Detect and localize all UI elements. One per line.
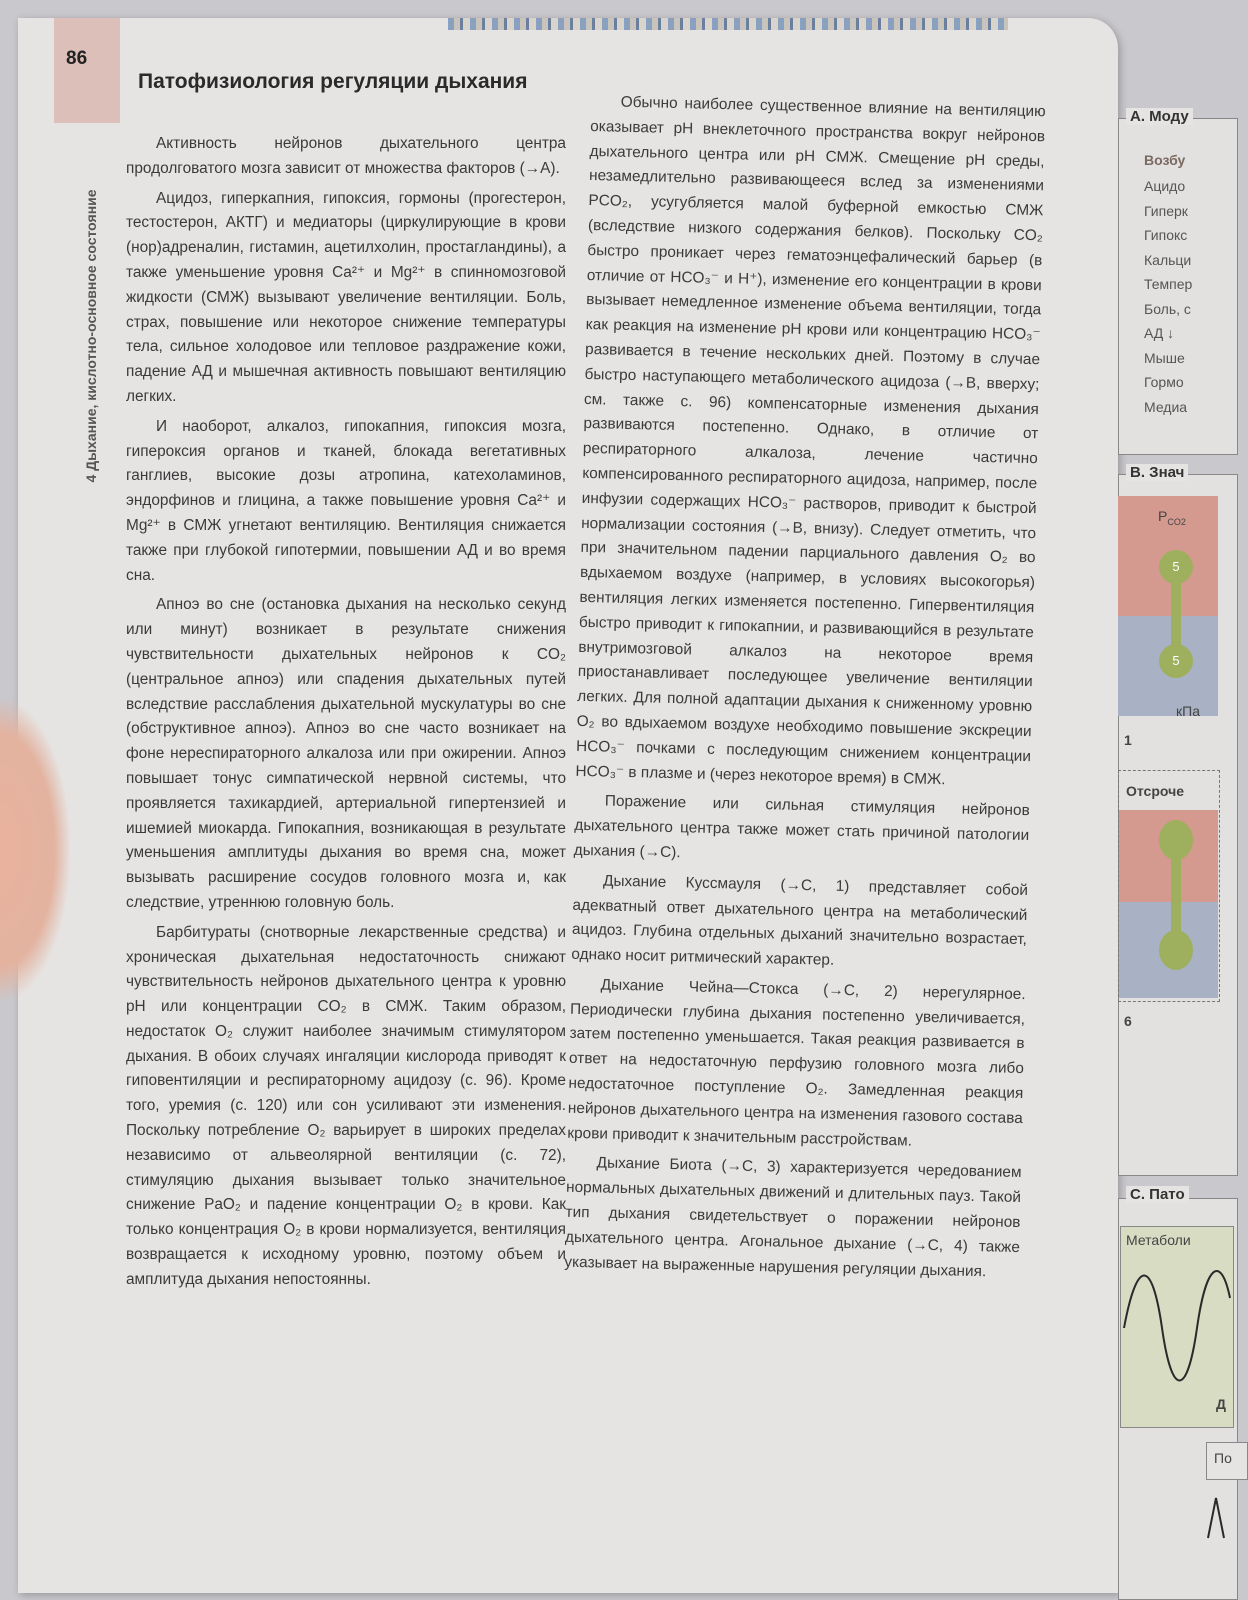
paragraph: Ацидоз, гиперкапния, гипоксия, гормоны (прогестерон, тестостерон, АКТГ) и медиаторы (циркулирующие в крови (нор)адреналин, гистамин, ацетилхолин, простагландины), а также уменьшение уровня Ca²⁺ и Mg²⁺ в спинномозговой жидкости (СМЖ) вызывают увеличение вентиляции. Боль, страх, повышение или некоторое снижение температуры тела, сильное холодовое или тепловое раздражение кожи, падение АД и мышечная активность повышают вентиляцию легких. [126,189,566,405]
paragraph: Дыхание Чейна—Стокса (→C, 2) нерегулярное. Периодически глубина дыхания постепенно увеличивается, затем постепенно уменьшается. Такая реакция развивается в ответ на недостаточную перфузию головного мозга либо недостаточное поступление O₂. Замедленная реакция нейронов дыхательного центра на изменения газового состава крови приводит к значительным расстройствам. [567,976,1026,1150]
page-top-decoration [448,18,1008,30]
figure-b-bulb-3 [1159,820,1193,860]
figure-b-bulb-4 [1159,930,1193,970]
paragraph: И наоборот, алкалоз, гипокапния, гипоксия мозга, гипероксия органов и тканей, блокада вегетативных ганглиев, высокие дозы атропина, катехоламинов, эндорфинов и глицина, а также повышение уровня Ca²⁺ и Mg²⁺ в СМЖ угнетают вентиляцию. Вентиляция снижается также при глубокой гипотермии, повышении АД и во время сна. [126,417,566,584]
figure-a-item: Боль, с [1144,300,1191,317]
figure-a-item: Гиперк [1144,202,1188,219]
text-column-right [564,90,1046,1290]
figure-b-delayed-label: Отсроче [1126,783,1185,799]
figure-b-bulb-top: 5 [1159,550,1193,584]
page-title: Патофизиология регуляции дыхания [138,70,528,93]
paragraph: Поражение или сильная стимуляция нейронов дыхательного центра также может стать причиной патологии дыхания (→C). [573,792,1030,862]
figure-a-item: АД ↓ [1144,325,1175,341]
chapter-side-tab [63,126,118,546]
figure-a-item: Гормо [1144,374,1184,390]
figure-c-metabolic-label: Метаболи [1126,1232,1191,1248]
figure-b-pco2-label: $P_{CO2}$ [1158,508,1186,527]
figure-a-item: Гипокс [1144,227,1188,243]
figure-a-list [1144,174,1192,419]
figure-panel [1118,18,1236,1593]
figure-a-item: Кальци [1144,251,1192,268]
figure-a-item: Ацидо [1144,178,1186,194]
figure-a-item: Медиа [1144,398,1188,415]
cheyne-stokes-wave-icon [1206,1488,1236,1548]
figure-a-title: A. Моду [1126,108,1193,125]
paragraph: Апноэ во сне (остановка дыхания на несколько секунд или минут) возникает в результате снижения чувствительности дыхательных нейронов к CO₂ (центральное апноэ) или спадения дыхательных путей вследствие расслабления дыхательной мускулатуры во сне (обструктивное апноэ). Апноэ во сне часто возникает на фоне нереспираторного алкалоза или при ожирении. Апноэ повышает тонус симпатической нервной системы, что проявляется тахикардией, артериальной гипертензией и ишемией миокарда. Гипокапния, возникающая в результате уменьшения амплитуды дыхания во время сна, может вызывать расширение сосудов головного мозга и, как следствие, утреннюю головную боль. [126,596,566,911]
paragraph: Активность нейронов дыхательного центра продолговатого мозга зависит от множества факторов (→A). [126,135,566,177]
textbook-page [18,18,1232,1593]
kussmaul-wave-icon [1122,1258,1232,1418]
figure-b-title: B. Знач [1126,464,1188,481]
figure-c-label-d: Д [1216,1396,1226,1412]
figure-c-title: C. Пато [1126,1186,1189,1203]
figure-b-bulb-bottom: 5 [1159,644,1193,678]
page-number-band [54,18,120,123]
paragraph: Дыхание Биота (→C, 3) характеризуется чередованием нормальных дыхательных движений и длительных пауз. Такой тип дыхания свидетельствует о поражении нейронов дыхательного центра. Агональное дыхание (→C, 4) также указывает на выраженные нарушения регуляции дыхания. [564,1154,1022,1280]
figure-b-unit: кПа [1176,703,1200,719]
figure-a-heading: Возбу [1144,152,1186,168]
chapter-label: 4 Дыхание, кислотно-основное состояние [82,189,99,483]
paragraph: Барбитураты (снотворные лекарственные средства) и хроническая дыхательная недостаточность снижают чувствительность нейронов дыхательного центра к уровню pH или концентрации CO₂ в СМЖ. Таким образом, недостаток O₂ служит наиболее значимым стимулятором дыхания. В обоих случаях ингаляции кислорода приводят к гиповентиляции и респираторному ацидозу (с. 96). Кроме того, уремия (с. 120) или сон усиливают эти изменения. Поскольку потребление O₂ варьирует в широких пределах независимо от альвеолярной вентиляции (с. 72), стимуляцию дыхания вызывает только значительное снижение PaO₂ и падение концентрации O₂ в крови. Как только концентрация O₂ в крови нормализуется, вентиляция возвращается к исходному уровню, поэтому объем и амплитуда дыхания непостоянны. [126,923,566,1288]
figure-a-item: Мыше [1144,349,1185,366]
text-column-left [126,132,566,1298]
page-number: 86 [66,48,88,69]
figure-b-number-1: 1 [1124,732,1132,748]
figure-c-sub-label: По [1214,1450,1232,1466]
figure-a-item: Темпер [1144,276,1193,292]
figure-b-bulb-stem-2 [1171,848,1181,938]
figure-b-number-6: 6 [1124,1013,1132,1029]
paragraph: Дыхание Куссмауля (→C, 1) представляет собой адекватный ответ дыхательного центра на метаболический ацидоз. Глубина отдельных дыханий значительно возрастает, однако носит ритмический характер. [571,872,1029,969]
thumb-at-page-edge [0,700,70,1000]
paragraph: Обычно наиболее существенное влияние на вентиляцию оказывает pH внеклеточного пространства вокруг нейронов дыхательного центра или pH СМЖ. Смещение pH среды, незамедлительно развивающееся вслед за изменениями PCO₂, усугубляется малой буферной емкостью СМЖ (вследствие низкого содержания белков). Поскольку CO₂ быстро проникает через гематоэнцефалический барьер (в отличие от HCO₃⁻ и H⁺), изменение его концентрации в крови вызывает немедленное изменение объема вентиляции, тогда как реакция на изменение pH крови или концентрацию HCO₃⁻ развивается в течение нескольких дней. Поэтому в случае быстро наступающего метаболического ацидоза (→B, вверху; см. также с. 96) компенсаторные изменения дыхания развиваются постепенно. Однако, в отличие от респираторного алкалоза, лечение частично компенсированного респираторного ацидоза, например, после инфузии содержащих HCO₃⁻ растворов, приводит к быстрой нормализации состояния (→B, внизу). Следует отметить, что при значительном падении парциального давления O₂ во вдыхаемом воздухе (например, в условиях высокогорья) вентиляция легких изменяется постепенно. Гипервентиляция быстро приводит к гипокапнии, и развивающийся в результате внутримозговой алкалоз на некоторое время приостанавливает последующее увеличение вентиляции легких. Для полной адаптации дыхания к сниженному уровню O₂ во вдыхаемом воздухе необходимо повышение экскреции HCO₃⁻ почками с последующим снижением концентрации HCO₃⁻ в плазме и (через некоторое время) в СМЖ. [575,93,1046,788]
figure-b-bulb-stem [1171,578,1181,653]
